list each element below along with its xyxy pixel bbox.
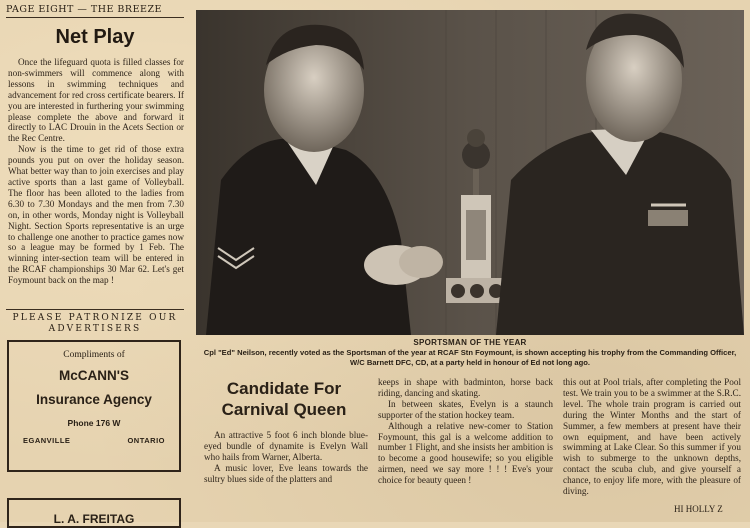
net-play-headline: Net Play [55, 26, 135, 48]
scuba-byline: HI HOLLY Z [674, 504, 723, 514]
masthead-rule [6, 17, 184, 18]
mccanns-ad [7, 340, 181, 472]
scuba-article [563, 377, 741, 497]
candidate-paragraph: A music lover, Eve leans towards the sultry blues side of the platters and [204, 462, 368, 484]
ad2-business-name: L. A. FREITAG [53, 512, 135, 526]
sportsman-photo [196, 10, 744, 335]
ad-business-name-line2: Insurance Agency [36, 392, 152, 407]
ad-town-right: ONTARIO [127, 436, 165, 445]
photo-illustration [196, 10, 744, 335]
photo-caption: Cpl "Ed" Neilson, recently voted as the Sportsman of the year at RCAF Stn Foymount, is shown accepting his trophy from the Commanding Officer, W/C Barnett DFC, CD, at a party held in honour of Ed not long ago. [203, 348, 737, 367]
candidate-paragraph: In between skates, Evelyn is a staunch supporter of the station hockey team. [378, 398, 553, 420]
candidate-article-col1 [204, 430, 368, 485]
page-masthead: PAGE EIGHT — THE BREEZE [6, 4, 162, 15]
net-play-paragraph: Once the lifeguard quota is filled classes for non-swimmers will commence along with lessons in swimming techniques and advancement for red cross certificate bearers. If you are interested in furthering your swimming please complete the above and forward it directly to LAC Drouin in the Acets Section or the Rec Centre. [8, 57, 184, 144]
patronize-banner: PLEASE PATRONIZE OUR ADVERTISERS [12, 313, 178, 334]
net-play-article [8, 57, 184, 286]
scuba-paragraph: this out at Pool trials, after completing the Pool test. We train you to be a swimmer at the S.R.C. level. The whole train program is carried out during the Winter Months and the start of Summer, a few members at present have their own equipment, and have been actively swimming at Lake Clear. So this summer if you wish to submerge to the unknown depths, contact the scuba club, and give yourself a chance, to enjoy life more, with the pleasure of diving. [563, 377, 741, 497]
candidate-paragraph: keeps in shape with badminton, horse back riding, dancing and skating. [378, 377, 553, 398]
candidate-paragraph: An attractive 5 foot 6 inch blonde blue-eyed bundle of dynamite is Evelyn Wall who hails from Warner, Alberta. [204, 430, 368, 462]
section-rule [6, 309, 184, 310]
net-play-paragraph: Now is the time to get rid of those extra pounds you put on over the holiday season. What better way than to join exercises and play active sports than a last game of Volleyball. The floor has been alloted to the ladies from 6.30 to 7.30 Mondays and the men from 7.30 on, in other words, Monday night is Volleyball Night. Section Sports representative is an urge to challenge one another to practice games now so a league may be formed by 1 Feb. The winning inter-section team will be entered in the RCAF championships 30 Mar 62. Let's get Foymount back on the map ! [8, 144, 184, 286]
freitag-ad [7, 498, 181, 528]
photo-caption-title: SPORTSMAN OF THE YEAR [413, 338, 527, 347]
ad-phone: Phone 176 W [67, 418, 121, 428]
ad-business-name-line1: McCANN'S [59, 368, 129, 383]
candidate-headline-line1: Candidate For [226, 379, 342, 398]
ad-town-left: EGANVILLE [23, 436, 71, 445]
ad-compliments: Compliments of [63, 350, 125, 360]
ad-towns [9, 436, 179, 445]
candidate-article-col2 [378, 377, 553, 486]
candidate-headline [196, 378, 372, 420]
candidate-headline-line2: Carnival Queen [221, 400, 347, 419]
candidate-paragraph: Although a relative new-comer to Station Foymount, this gal is a welcome addition to number 1 Flight, and she insists her ambition is to become a good housewife; so you eligible airmen, need we say more ! ! ! Eve's your choice for beauty queen ! [378, 420, 553, 486]
